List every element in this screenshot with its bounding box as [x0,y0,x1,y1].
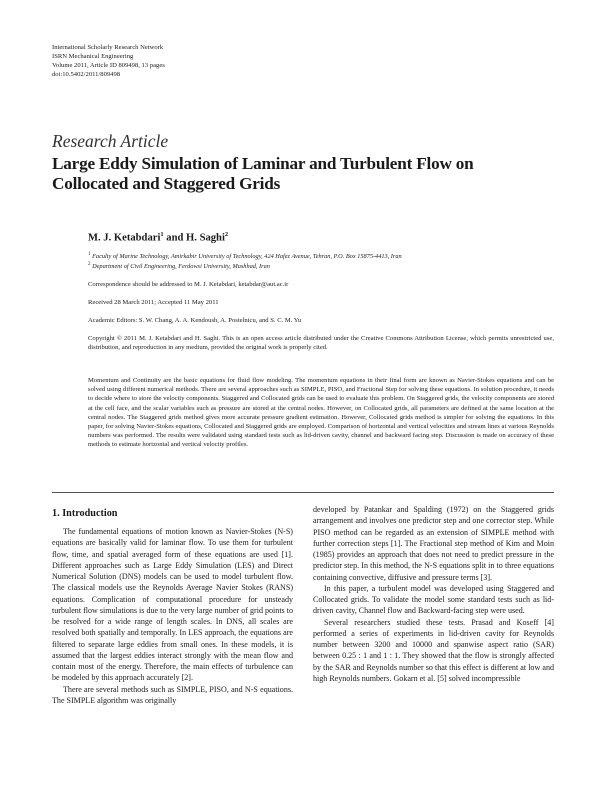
author-name: M. J. Ketabdari [88,232,161,244]
journal-header [52,43,165,79]
affiliation-text: Department of Civil Engineering, Ferdowsi University, Mashhad, Iran [92,263,270,271]
copyright-notice: Copyright © 2011 M. J. Ketabdari and H. Saghi. This is an open access article distributed under the Creative Commons Attribution License, which permits unrestricted use, distribution, and reproduction in any medium, provided the original work is properly cited. [88,335,554,352]
affiliation-1 [88,252,558,260]
body-paragraph: Several researchers studied these tests. Prasad and Koseff [4] performed a series of experiments in lid-driven cavity for Reynolds number between 3200 and 10000 and spanwise aspect ratio (SAR) between 0.25 : 1 and 1 : 1. They showed that the flow is strongly affected by the SAR and Reynolds number so that this effect is different at low and high Reynolds numbers. Gokarn et al. [5] solved incompressible [313,617,554,683]
journal-volume: Volume 2011, Article ID 809498, 13 pages [52,62,165,69]
body-paragraph: There are several methods such as SIMPLE, PISO, and N-S equations. The SIMPLE algorithm was originally [52,684,293,705]
body-paragraph: The fundamental equations of motion known as Navier-Stokes (N-S) equations are basically valid for laminar flow. To use them for turbulent flow, time, and spatial averaged form of these equations are used [1]. Different approaches such as Large Eddy Simulation (LES) and Direct Numerical Solution (DNS) models can be used to model turbulent flow. The classical models use the Reynolds Average Navier Stokes (RANS) equations. Complication of computational procedure for unsteady turbulent flow simulations is due to the very large number of grid points to be resolved for a wide range of length scales. In DNS, all scales are resolved both spatially and temporally. In LES approach, the equations are filtered to separate large eddies from small ones. In these models, it is assumed that the largest eddies interact strongly with the mean flow and contain most of the energy. Therefore, the main effects of turbulence can be modeled by this approach accurately [2]. [52,527,293,683]
abstract: Momentum and Continuity are the basic equations for fluid flow modeling. The momentum equations in their final form are known as Navier-Stokes equations and can be solved using different numerical methods. There are several approaches such as SIMPLE, PISO, and Fractional Step for solving these equations. In solution procedure, it needs to decide where to store the velocity components. Staggered and Collocated grids can be used to evaluate this problem. On Staggered grids, the velocity components are stored at the cell face, and the scalar variables such as pressure are stored at the central nodes. However, on Collocated grids, all parameters are defined at the same location at the central nodes. The Staggered grids method gives more accurate pressure gradient estimation. However, Collocated grids method is simpler for solving the equations. In this paper, for solving Navier-Stokes equations, Collocated and Staggered grids are employed. Comparison of horizontal and vertical velocities and stream lines at various Reynolds numbers was performed. The results were validated using standard tests such as lid-driven cavity, channel and backward facing step. Discussion is made on accuracy of these methods to estimate horizontal and vertical velocity profiles. [88,377,554,449]
author-joiner: and [163,232,187,244]
journal-name: International Scholarly Research Network [52,44,164,51]
correspondence: Correspondence should be addressed to M. J. Ketabdari, ketabdar@aut.ac.ir [88,281,289,288]
affiliation-2 [88,262,558,270]
section-divider [52,492,554,493]
body-column-left [52,526,293,706]
journal-doi[interactable]: doi:10.5402/2011/809498 [52,71,121,78]
affiliation-marker: 2 [224,231,229,238]
section-heading: 1. Introduction [52,508,118,519]
body-column-right [313,504,554,684]
academic-editors: Academic Editors: S. W. Chang, A. A. Kendoush, A. Postelnicu, and S. C. M. Yu [88,317,302,324]
body-paragraph: developed by Patankar and Spalding (1972) on the Staggered grids arrangement and involves one predictor step and one corrector step. While PISO method can be regarded as an extension of SIMPLE method with further correction steps [1]. The Fractional step method of Kim and Moin (1985) provides an approach that does not need to predict pressure in the predictor step. In this method, the N-S equations split in to three equations containing convective, diffusive and pressure terms [3]. [313,505,554,582]
journal-subtitle: ISRN Mechanical Engineering [52,53,134,60]
author-name: H. Saghi [186,232,225,244]
affiliation-marker: 1 [160,231,164,238]
received-dates: Received 28 March 2011; Accepted 11 May 2011 [88,299,219,306]
article-type: Research Article [52,131,169,151]
affiliation-number: 2 [88,262,91,267]
affiliation-text: Faculty of Marine Technology, Amirkabir University of Technology, 424 Hafez Avenue, Tehran, P.O. Box 15875-4413, Iran [92,253,402,261]
body-paragraph: In this paper, a turbulent model was developed using Staggered and Collocated grids. To validate the model some standard tests such as lid-driven cavity, Channel flow and Backward-facing step were used. [313,583,554,616]
affiliation-number: 1 [88,252,91,257]
author-list [88,231,228,244]
paper-title: Large Eddy Simulation of Laminar and Turbulent Flow on Collocated and Staggered Grids [52,154,474,193]
